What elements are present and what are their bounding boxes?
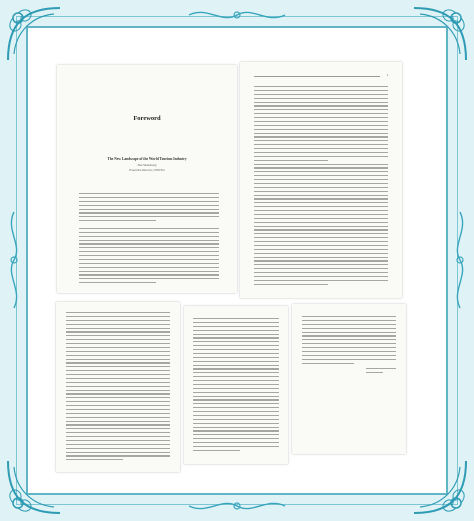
body-text-illegible — [66, 312, 170, 463]
document-page — [56, 302, 180, 472]
corner-ornament-icon — [4, 4, 64, 64]
corner-ornament-icon — [4, 457, 64, 517]
article-subtitle: The New Landscape of the World Tourism Industry — [107, 157, 187, 161]
edge-flourish-icon — [187, 6, 287, 24]
author-name: Zhu Shanzhong — [137, 163, 157, 167]
document-page — [292, 304, 406, 454]
edge-flourish-icon — [451, 210, 469, 310]
corner-ornament-icon — [410, 457, 470, 517]
foreword-page — [57, 65, 237, 293]
body-text-illegible — [302, 316, 396, 366]
page-number: 1 — [386, 73, 388, 77]
corner-ornament-icon — [410, 4, 470, 64]
body-text-illegible — [254, 86, 388, 288]
document-page — [184, 306, 288, 464]
edge-flourish-icon — [187, 497, 287, 515]
body-text-illegible — [79, 193, 219, 286]
author-role: Executive Director, UNWTO — [129, 168, 165, 172]
edge-flourish-icon — [5, 210, 23, 310]
body-text-illegible — [193, 318, 279, 454]
page-title: Foreword — [133, 115, 161, 122]
header-rule — [254, 76, 380, 77]
foreword-page-continued — [240, 62, 402, 298]
signature-block-illegible — [366, 368, 396, 376]
